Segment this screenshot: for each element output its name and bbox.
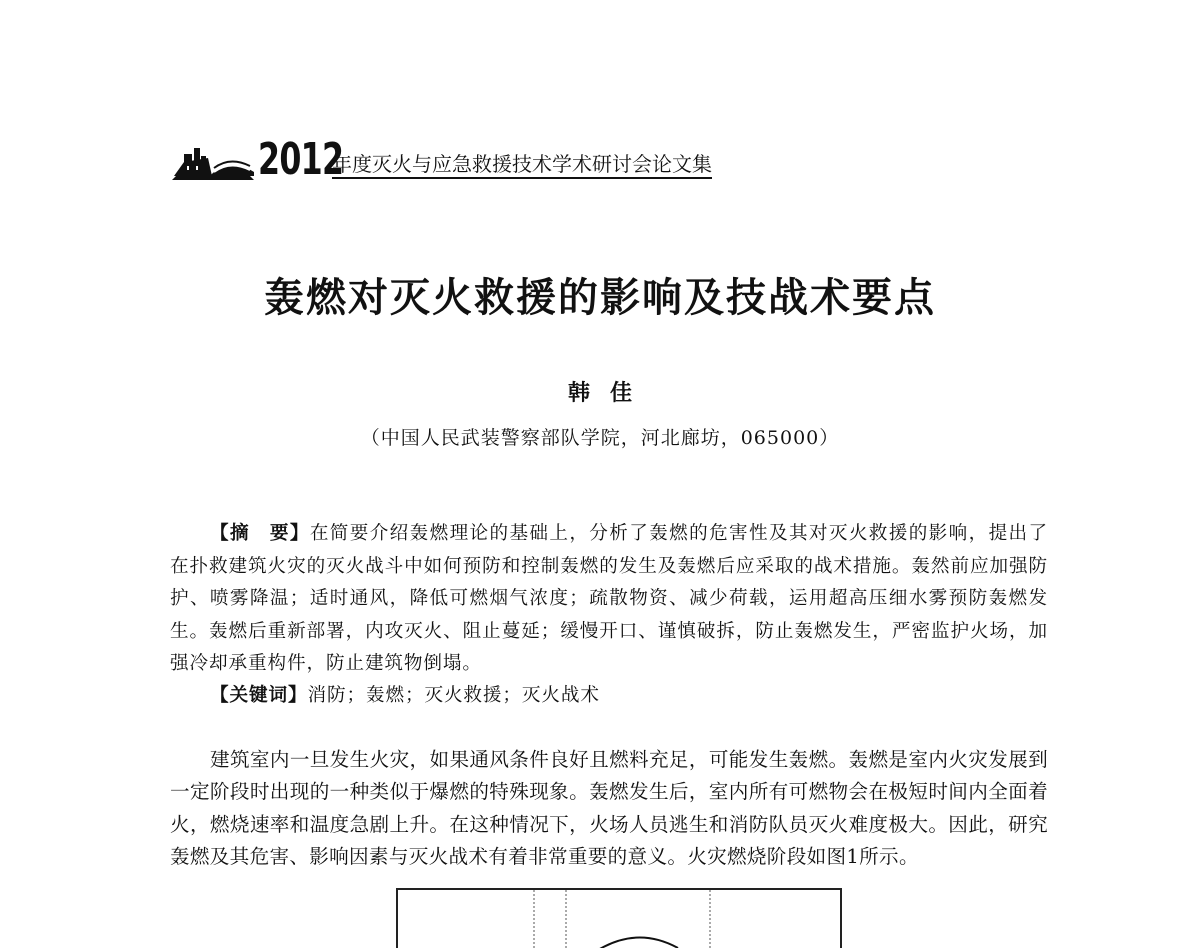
- keywords: [210, 680, 600, 712]
- paper-title: 轰燃对灭火救援的影响及技战术要点: [264, 274, 936, 321]
- book-logo-icon: [170, 136, 256, 182]
- keywords-label: 【关键词】: [210, 685, 308, 706]
- body-paragraph: 建筑室内一旦发生火灾，如果通风条件良好且燃料充足，可能发生轰燃。轰燃是室内火灾发展到一定阶段时出现的一种类似于爆燃的特殊现象。轰燃发生后，室内所有可燃物会在极短时间内全面着火，燃烧速率和温度急剧上升。在这种情况下，火场人员逃生和消防队员灭火难度极大。因此，研究轰燃及其危害、影响因素与灭火战术有着非常重要的意义。火灾燃烧阶段如图1所示。: [170, 748, 1048, 868]
- figure-1-preview: [396, 888, 842, 948]
- paper-author: 韩佳: [567, 380, 652, 406]
- abstract-label: 【摘 要】: [210, 523, 310, 544]
- abstract: [170, 518, 1048, 681]
- keywords-text: 消防；轰燃；灭火救援；灭火战术: [307, 685, 600, 706]
- running-header: [170, 132, 712, 185]
- header-series-title: 年度灭火与应急救援技术学术研讨会论文集: [332, 152, 712, 179]
- fire-stage-diagram: [398, 890, 842, 948]
- header-year: 2012: [258, 134, 344, 185]
- paper-affiliation: （中国人民武装警察部队学院，河北廊坊，065000）: [360, 427, 840, 449]
- abstract-text: 在简要介绍轰燃理论的基础上，分析了轰燃的危害性及其对灭火救援的影响，提出了在扑救建筑火灾的灭火战斗中如何预防和控制轰燃的发生及轰燃后应采取的战术措施。轰然前应加强防护、喷雾降温；适时通风，降低可燃烟气浓度；疏散物资、减少荷载，运用超高压细水雾预防轰燃发生。轰燃后重新部署，内攻灭火、阻止蔓延；缓慢开口、谨慎破拆，防止轰燃发生，严密监护火场，加强冷却承重构件，防止建筑物倒塌。: [170, 523, 1048, 674]
